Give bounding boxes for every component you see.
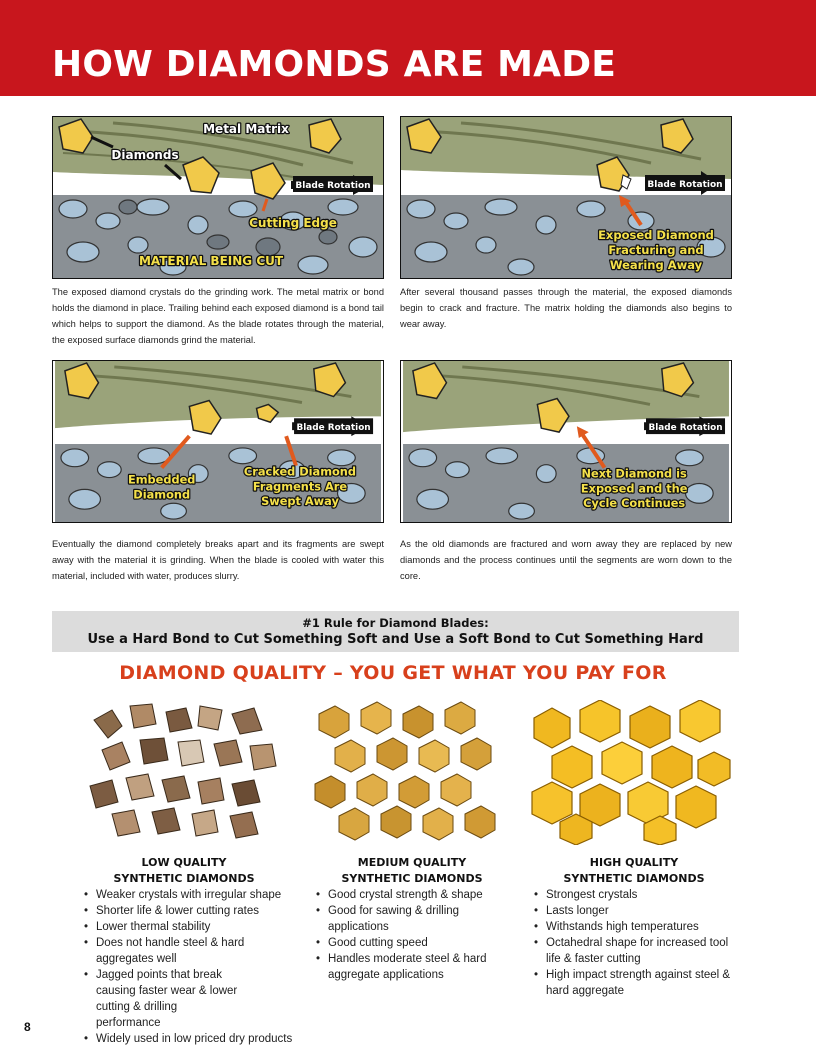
diagram-cutting-illustration-3: [53, 361, 383, 522]
label-next-line2: Exposed and the: [580, 481, 688, 496]
list-item: • High impact strength against steel & hard aggregate: [534, 967, 734, 999]
list-item: • Octahedral shape for increased tool life & faster cutting: [534, 935, 734, 967]
label-embedded-line2: Diamond: [133, 487, 191, 502]
label-material-being-cut: MATERIAL BEING CUT: [138, 254, 284, 268]
medium-quality-bullets: [316, 887, 516, 983]
label-next-line3: Cycle Continues: [583, 496, 686, 511]
medium-quality-heading-1: MEDIUM QUALITY: [357, 856, 467, 869]
medium-quality-diamonds-photo: [305, 700, 515, 845]
low-quality-bullets: [84, 887, 293, 1047]
medium-quality-heading-2: SYNTHETIC DIAMONDS: [341, 872, 483, 885]
rule-line-2: Use a Hard Bond to Cut Something Soft and Use a Soft Bond to Cut Something Hard: [87, 632, 704, 647]
label-blade-rotation: Blade Rotation: [648, 423, 723, 434]
list-item: • Good for sawing & drilling applications: [316, 903, 516, 935]
diagram-cutting-illustration-1: [53, 117, 383, 278]
label-next-line1: Next Diamond is: [581, 466, 687, 481]
high-quality-heading-2: SYNTHETIC DIAMONDS: [563, 872, 705, 885]
list-item: • Strongest crystals: [534, 887, 734, 903]
list-item: • Shorter life & lower cutting rates: [84, 903, 284, 919]
high-quality-heading-1: HIGH QUALITY: [589, 856, 679, 869]
diagram-panel-4: [400, 360, 732, 523]
list-item: • Handles moderate steel & hard aggregate applications: [316, 951, 516, 983]
high-quality-bullets: [534, 887, 734, 999]
label-exposed-line3: Wearing Away: [609, 258, 703, 272]
low-quality-heading-1: LOW QUALITY: [141, 856, 227, 869]
label-blade-rotation: Blade Rotation: [296, 423, 371, 434]
quality-title: DIAMOND QUALITY – YOU GET WHAT YOU PAY FOR: [119, 662, 667, 684]
rule-banner: [52, 611, 739, 652]
label-cracked-line1: Cracked Diamond: [243, 464, 357, 479]
panel-3-description: Eventually the diamond completely breaks apart and its fragments are swept away with the material it is grinding. When the blade is cooled with water this material, included with water, produces slurry.: [52, 539, 384, 581]
page-header: [0, 0, 816, 96]
list-item: • Does not handle steel & hard aggregates well: [84, 935, 284, 967]
list-item: • Good cutting speed: [316, 935, 516, 951]
low-quality-diamonds-photo: [82, 700, 292, 845]
diagram-cutting-illustration-4: [401, 361, 731, 522]
list-item: • Good crystal strength & shape: [316, 887, 516, 903]
low-quality-column: [84, 855, 293, 1047]
medium-quality-column: [316, 855, 516, 983]
list-item: • Jagged points that break causing faster wear & lower cutting & drilling performance: [84, 967, 284, 1031]
label-cracked-line2: Fragments Are: [252, 479, 348, 494]
label-cutting-edge: Cutting Edge: [249, 216, 337, 230]
list-item: • Lower thermal stability: [84, 919, 284, 935]
high-quality-diamonds-photo: [524, 700, 734, 845]
diagram-cutting-illustration-2: [401, 117, 731, 278]
label-blade-rotation: Blade Rotation: [295, 181, 371, 191]
panel-1-description: The exposed diamond crystals do the grinding work. The metal matrix or bond holds the diamond in place. Trailing behind each exposed diamond is a bond tail which helps to support the diamond. As the blade rotates through the material, the exposed surface diamonds grind the material.: [52, 287, 384, 345]
low-quality-heading-2: SYNTHETIC DIAMONDS: [113, 872, 255, 885]
label-cracked-line3: Swept Away: [261, 494, 339, 509]
label-exposed-line2: Fracturing and: [608, 243, 704, 257]
diagram-panel-1: [52, 116, 384, 279]
diagram-panel-3: [52, 360, 384, 523]
list-item: • Weaker crystals with irregular shape: [84, 887, 284, 903]
rule-line-1: #1 Rule for Diamond Blades:: [302, 616, 489, 630]
page-title: HOW DIAMONDS ARE MADE: [52, 44, 617, 85]
diagram-panel-2: [400, 116, 732, 279]
label-embedded-line1: Embedded: [127, 472, 196, 487]
list-item: • Widely used in low priced dry products: [84, 1031, 324, 1047]
page-number: 8: [24, 1020, 31, 1034]
label-diamonds: Diamonds: [111, 148, 179, 162]
list-item: • Withstands high temperatures: [534, 919, 734, 935]
high-quality-column: [534, 855, 734, 999]
panel-4-description: As the old diamonds are fractured and worn away they are replaced by new diamonds and the process continues until the segments are worn down to the core.: [400, 539, 732, 581]
list-item: • Lasts longer: [534, 903, 734, 919]
panel-2-description: After several thousand passes through the material, the exposed diamonds begin to crack and fracture. The matrix holding the diamonds also begins to wear away.: [400, 287, 732, 329]
label-blade-rotation: Blade Rotation: [647, 180, 723, 190]
label-metal-matrix: Metal Matrix: [203, 122, 289, 136]
label-exposed-line1: Exposed Diamond: [598, 228, 714, 242]
